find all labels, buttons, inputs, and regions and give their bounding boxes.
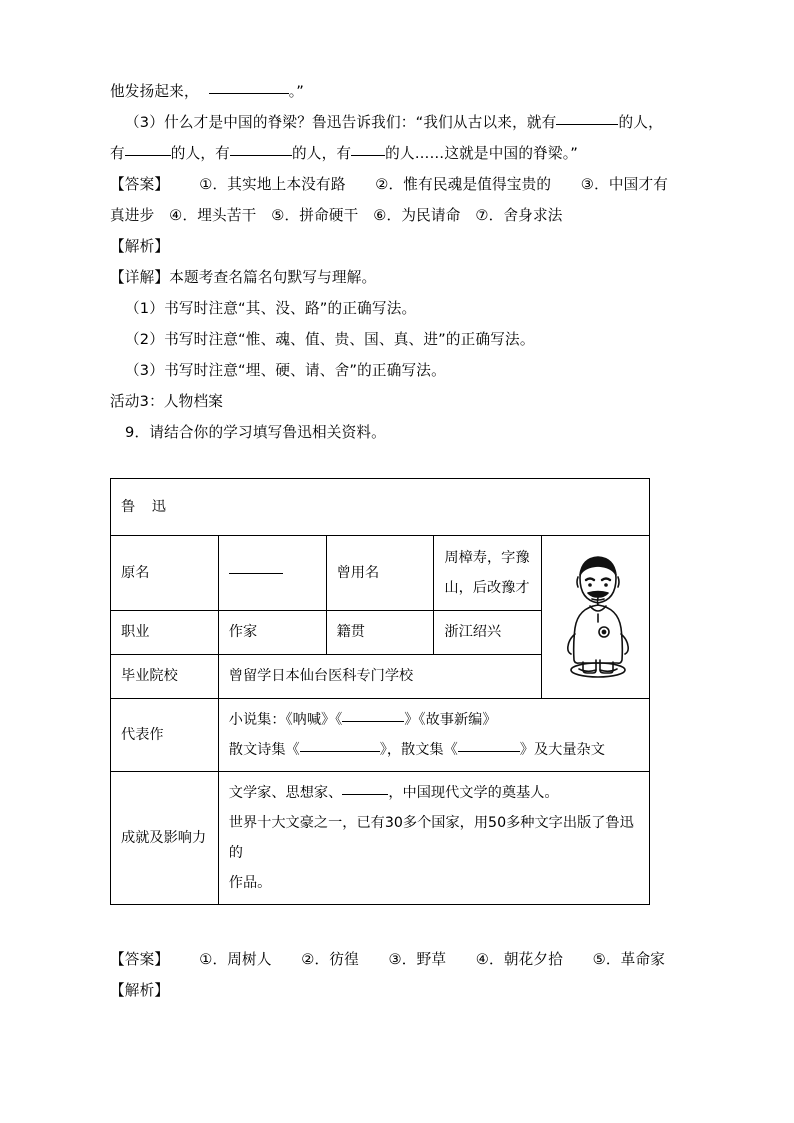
cell-label-works: 代表作 — [111, 699, 219, 772]
cell-label-former-name: 曾用名 — [326, 536, 434, 611]
cell-value-occupation: 作家 — [218, 610, 326, 654]
achv-line-1-a: 文学家、思想家、 — [228, 785, 343, 801]
achv-line-1-b: ，中国现代文学的奠基人。 — [388, 785, 559, 801]
paragraph-q3 — [110, 107, 670, 169]
works-line-2-a: 散文诗集《 — [228, 742, 300, 758]
achv-line-1 — [229, 778, 641, 808]
detail-label: 【详解】 — [110, 269, 170, 286]
answer-line-2: 进步 ④．埋头苦干 ⑤．拼命硬干 ⑥．为民请命 ⑦．舍身求法 — [124, 207, 563, 224]
answer-line-1: ①．其实地上本没有路 ②．惟有民魂是值得宝贵的 ③．中国才有真 — [110, 176, 669, 224]
q2-tail-text: 他发扬起来， — [110, 83, 199, 100]
fill-blank — [351, 143, 385, 156]
q3-tail: 的人……这就是中国的脊梁。” — [385, 145, 578, 162]
cell-value-former-name: 周樟寿，字豫山，后改豫才 — [434, 536, 542, 611]
cell-label-original-name: 原名 — [111, 536, 219, 611]
fill-blank — [125, 143, 171, 156]
analysis-label-q8: 【解析】 — [110, 238, 170, 255]
cell-portrait — [542, 536, 650, 699]
answer-block-q8 — [110, 169, 670, 231]
table-row — [111, 772, 650, 905]
note-item-2: （2）书写时注意“惟、魂、值、贵、国、真、进”的正确写法。 — [125, 331, 535, 348]
works-line-2 — [229, 735, 641, 765]
profile-table-wrapper — [110, 478, 650, 905]
table-row — [111, 536, 650, 611]
answer-block-q9 — [110, 944, 680, 975]
main-text-column — [110, 76, 670, 448]
detail-line-q8 — [110, 262, 670, 293]
cell-label-origin: 籍贯 — [326, 610, 434, 654]
fill-blank — [342, 709, 404, 722]
achv-line-3: 作品。 — [228, 875, 272, 891]
cell-value-origin: 浙江绍兴 — [434, 610, 542, 654]
activity-title: 活动3：人物档案 — [110, 393, 224, 410]
blank-dash — [229, 562, 283, 574]
answer-label: 【答案】 — [110, 176, 170, 193]
works-line-1-a: 小说集：《呐喊》《 — [228, 712, 343, 728]
cell-value-works — [218, 699, 649, 772]
fill-blank — [556, 112, 618, 125]
analysis-label-q9: 【解析】 — [110, 982, 170, 999]
cell-value-achievements — [218, 772, 649, 905]
detail-text: 本题考查名篇名句默写与理解。 — [169, 269, 377, 286]
answer-line: ①．周树人 ②．彷徨 ③．野草 ④．朝花夕拾 ⑤．革命家 — [199, 951, 666, 968]
table-title-text: 鲁 迅 — [121, 499, 172, 515]
works-line-1 — [229, 705, 641, 735]
fill-blank — [230, 143, 292, 156]
fill-blank — [209, 81, 289, 94]
fill-blank — [300, 739, 380, 752]
lu-xun-profile-table — [110, 478, 650, 905]
q3-mid3: 的人，有 — [291, 145, 352, 162]
cell-label-achievements: 成就及影响力 — [111, 772, 219, 905]
q3-mid2: 的人，有 — [170, 145, 230, 162]
works-line-2-b: 》，散文集《 — [379, 742, 458, 758]
fill-blank — [342, 782, 388, 795]
cell-value-original-name — [218, 536, 326, 611]
fill-blank — [458, 739, 520, 752]
answer-label: 【答案】 — [110, 951, 170, 968]
achv-line-2: 世界十大文豪之一，已有30多个国家，用50多种文字出版了鲁迅的 — [228, 815, 634, 861]
q2-tail-punct: 。” — [288, 83, 305, 100]
cell-value-school: 曾留学日本仙台医科专门学校 — [218, 654, 541, 698]
question-9: 9．请结合你的学习填写鲁迅相关资料。 — [125, 424, 386, 441]
cell-label-occupation: 职业 — [111, 610, 219, 654]
works-line-2-c: 》及大量杂文 — [519, 742, 605, 758]
cell-label-school: 毕业院校 — [111, 654, 219, 698]
table-title-cell — [111, 479, 650, 536]
table-row — [111, 479, 650, 536]
works-line-1-b: 》《故事新编》 — [404, 712, 497, 728]
paragraph-q2-tail — [110, 76, 670, 107]
note-item-3: （3）书写时注意“埋、硬、请、舍”的正确写法。 — [125, 362, 446, 379]
bottom-answer-column — [110, 944, 680, 1006]
q3-mid1: 的人，有 — [110, 114, 663, 162]
table-row — [111, 699, 650, 772]
q3-prefix: （3）什么才是中国的脊梁？鲁迅告诉我们：“我们从古以来，就有 — [125, 114, 557, 131]
note-item-1: （1）书写时注意“其、没、路”的正确写法。 — [125, 300, 417, 317]
lu-xun-portrait-icon — [552, 542, 644, 692]
